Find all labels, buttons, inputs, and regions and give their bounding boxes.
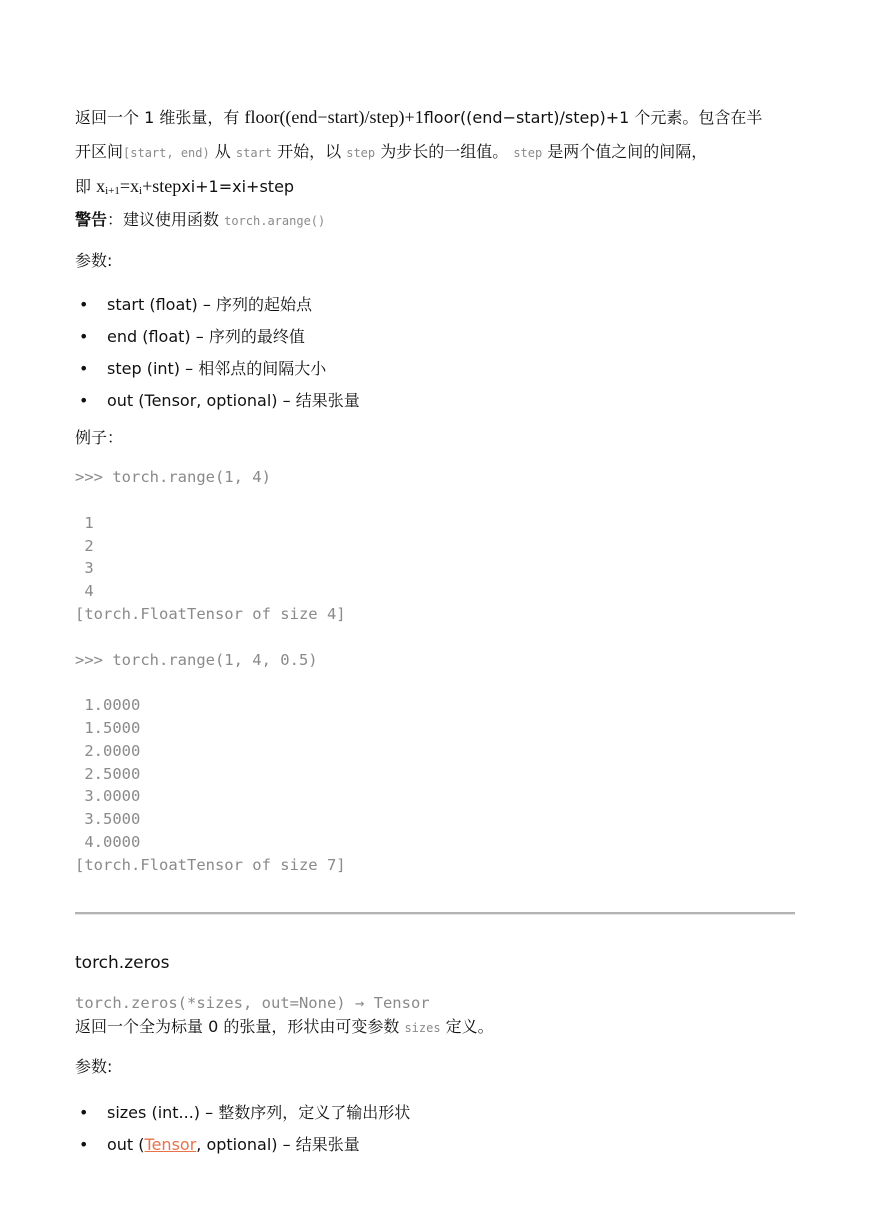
code-line: >>> torch.range(1, 4): [75, 468, 271, 486]
code-line: [torch.FloatTensor of size 7]: [75, 856, 346, 874]
bullet-icon: •: [79, 1135, 89, 1154]
section-divider: [75, 912, 795, 915]
param-name: end (float) –: [107, 327, 209, 346]
list-item: [75, 324, 305, 347]
warning-label: 警告: [75, 210, 108, 229]
code-line: 4.0000: [75, 833, 141, 851]
tensor-link[interactable]: Tensor: [144, 1135, 197, 1154]
desc-text: 定义。: [440, 1017, 494, 1036]
section-title: torch.zeros: [75, 953, 170, 973]
code-line: [torch.FloatTensor of size 4]: [75, 605, 346, 623]
param-desc: 结果张量: [295, 1135, 360, 1154]
code-line: 2.0000: [75, 742, 141, 760]
eq-var: x: [96, 176, 106, 196]
param-name: start (float) –: [107, 295, 216, 314]
code-line: 2: [75, 537, 94, 555]
params-label: 参数:: [75, 251, 113, 270]
param-desc: 相邻点的间隔大小: [198, 359, 327, 378]
list-item: [75, 1132, 360, 1155]
param-name: out (Tensor, optional) –: [107, 391, 296, 410]
warning-line: [75, 209, 325, 232]
desc-text: 即: [75, 177, 97, 196]
code-line: 4: [75, 582, 94, 600]
param-name: sizes (int...) –: [107, 1103, 219, 1122]
desc-text: 开区间: [75, 142, 124, 161]
param-name: step (int) –: [107, 359, 199, 378]
bullet-icon: •: [79, 1103, 89, 1122]
code-line: 2.5000: [75, 765, 141, 783]
list-item: [75, 292, 312, 315]
desc-text: 是两个值之间的间隔，: [542, 142, 708, 161]
params-label: 参数:: [75, 1057, 113, 1076]
bullet-icon: •: [79, 295, 89, 314]
function-signature: torch.zeros(*sizes, out=None) → Tensor: [75, 994, 430, 1012]
eq-var: =x: [119, 176, 140, 196]
param-desc: 序列的最终值: [208, 327, 305, 346]
warning-text: ：建议使用函数: [107, 210, 225, 229]
list-item: [75, 388, 360, 411]
desc-text: 为步长的一组值。: [375, 142, 514, 161]
equation-plain: xi+1=xi+step: [181, 177, 295, 196]
param-name: out (: [107, 1135, 145, 1154]
range-description-line2: [75, 141, 707, 164]
range-description-line3: [75, 175, 294, 202]
param-desc: 序列的起始点: [215, 295, 312, 314]
eq-subscript: i+1: [105, 185, 120, 197]
bullet-icon: •: [79, 327, 89, 346]
desc-zero: 0: [208, 1017, 224, 1036]
formula-serif: floor((end−start)/step)+1: [244, 107, 424, 127]
example-label: 例子：: [75, 428, 124, 447]
desc-text: 返回一个全为标量: [75, 1017, 209, 1036]
desc-text: 开始，以: [272, 142, 347, 161]
param-desc: 结果张量: [295, 391, 360, 410]
code-line: >>> torch.range(1, 4, 0.5): [75, 651, 318, 669]
code-line: 3: [75, 559, 94, 577]
param-desc: 整数序列，定义了输出形状: [218, 1103, 411, 1122]
inline-code-start: start: [235, 146, 273, 160]
code-line: 1.0000: [75, 696, 141, 714]
bullet-icon: •: [79, 359, 89, 378]
code-line: 3.0000: [75, 787, 141, 805]
desc-text: 个元素。包含在半: [629, 108, 763, 127]
zeros-description: [75, 1016, 494, 1039]
range-description-line1: [75, 106, 762, 129]
inline-code-step: step: [513, 146, 543, 160]
code-line: 1.5000: [75, 719, 141, 737]
inline-code-interval: [start, end): [123, 146, 210, 160]
bullet-icon: •: [79, 391, 89, 410]
formula-plain: floor((end−start)/step)+1: [423, 108, 630, 127]
eq-var: +step: [142, 176, 182, 196]
code-line: 3.5000: [75, 810, 141, 828]
desc-text: 从: [209, 142, 236, 161]
list-item: [75, 356, 326, 379]
list-item: [75, 1100, 410, 1123]
inline-code-sizes: sizes: [404, 1021, 441, 1035]
param-name: , optional) –: [196, 1135, 296, 1154]
inline-code-step: step: [346, 146, 376, 160]
inline-code-arange: torch.arange(): [224, 214, 326, 228]
code-line: 1: [75, 514, 94, 532]
eq-subscript: i: [139, 185, 143, 197]
desc-text: 返回一个 1 维张量，有: [75, 108, 245, 127]
desc-text: 的张量，形状由可变参数: [223, 1017, 405, 1036]
equation-serif: [96, 176, 181, 196]
